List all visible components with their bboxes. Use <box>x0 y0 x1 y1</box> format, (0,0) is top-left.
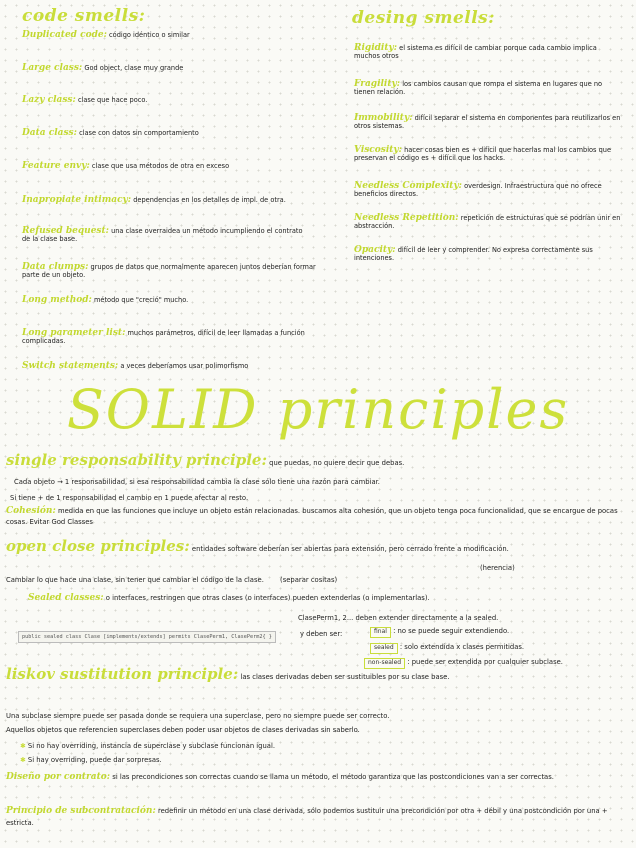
ocp-block <box>6 537 624 556</box>
srp-line3: Si tiene + de 1 responsabilidad el cambio en 1 puede afectar al resto. <box>10 494 249 502</box>
smell-term: Fragility: <box>354 79 401 89</box>
perm-line: ClasePerm1, 2... deben extender directamente a la sealed. <box>298 614 499 622</box>
ocp-line2-text: Cambiar lo que hace una clase, sin tener que cambiar el código de la clase. <box>6 576 264 584</box>
lsp-line2: Una subclase siempre puede ser pasada donde se requiera una superclase, pero no siempre puede ser correcto. <box>6 712 390 720</box>
smell-term: Needless Repetition: <box>354 213 459 223</box>
smell-term: Switch statements: <box>22 361 119 371</box>
smell-def: difícil separar el sistema en componentes para reutilizarlos en otros sistemas. <box>354 114 621 131</box>
ocp-heading: open close principles: <box>6 537 190 555</box>
list-item <box>22 31 322 39</box>
lsp-bullet1-text: Si no hay overriding, instancia de superclase y subclase funcionan igual. <box>27 742 276 750</box>
smell-term: Rigidity: <box>354 43 398 53</box>
dbc-block <box>6 771 626 783</box>
list-item <box>22 196 312 204</box>
sealed-block <box>28 594 626 603</box>
smell-term: Inapropiate intimacy: <box>22 195 132 205</box>
list-item <box>22 96 322 104</box>
cohesion-def: medida en que las funciones que incluye un objeto están relacionadas. buscamos alta cohesión, que un objeto tenga poca funcionalidad, que se encargue de pocas cosas. Evitar God Classes <box>6 507 618 526</box>
lsp-line3: Aquellos objetos que referencien superclases deben poder usar objetos de clases derivadas sin saberlo. <box>6 726 360 734</box>
lsp-bullet1 <box>20 742 620 751</box>
smell-term: Needless Complexity: <box>354 181 463 191</box>
nonsealed-keyword: non-sealed <box>364 658 405 669</box>
nonsealed-def: : puede ser extendida por cualquier subclase. <box>407 658 563 666</box>
smell-term: Long method: <box>22 295 92 305</box>
list-item <box>354 214 624 231</box>
smell-def: repetición de estructuras que se podrían unir en abstracción. <box>354 214 621 231</box>
sealed-kw-def: : solo extendida x clases permitidas. <box>399 643 525 651</box>
lsp-bullet2 <box>20 756 620 765</box>
list-item <box>22 227 312 244</box>
smell-term: Opacity: <box>354 245 396 255</box>
smell-def: muchos parámetros, difícil de leer llamadas a función complicadas. <box>22 329 305 346</box>
smell-def: overdesign. Infraestructura que no ofrece beneficios directos. <box>354 182 602 199</box>
smell-term: Data clumps: <box>22 262 89 272</box>
smell-def: método que "creció" mucho. <box>93 296 189 304</box>
srp-block <box>6 451 634 469</box>
smell-def: clase que usa métodos de otra en exceso <box>91 162 230 170</box>
smell-term: Lazy class: <box>22 95 76 105</box>
lsp-block <box>6 665 626 684</box>
list-item <box>354 114 624 131</box>
smell-def: difícil de leer y comprender. No expresa correctamente sus intenciones. <box>354 246 593 263</box>
ocp-line1: entidades software deberían ser abiertas para extensión, pero cerrado frente a modificación. <box>191 545 509 553</box>
smell-def: hacer cosas bien es + difícil que hacerlas mal los cambios que preservan el código es + difícil que los hacks. <box>354 146 612 163</box>
ocp-herencia: (herencia) <box>480 564 515 572</box>
smell-def: a veces deberíamos usar polimorfismo <box>120 362 249 370</box>
smell-def: clase que hace poco. <box>77 96 148 104</box>
smell-def: grupos de datos que normalmente aparecen juntos deberían formar parte de un objeto. <box>22 263 316 280</box>
smell-def: una clase overraidea un método incumpliendo el contrato de la clase base. <box>22 227 303 244</box>
smell-def: el sistema es difícil de cambiar porque cada cambio implica muchos otros <box>354 44 597 61</box>
subcontract-def: redefinir un método en una clase derivada, sólo podemos sustituir una precondición por otra + débil y una postcondición por una + estricta. <box>6 807 608 827</box>
lsp-heading: liskov sustitution principle: <box>6 665 239 683</box>
sealed-term: Sealed classes: <box>28 593 104 603</box>
smell-term: Refused bequest: <box>22 226 109 236</box>
star-icon: ✱ <box>20 756 26 764</box>
lsp-line1: las clases derivadas deben ser sustituibles por su clase base. <box>240 673 450 681</box>
sealed-keyword: sealed <box>370 643 398 654</box>
list-item <box>22 329 322 346</box>
final-row <box>370 627 630 638</box>
cohesion-term: Cohesión: <box>6 506 56 516</box>
smell-term: Immobility: <box>354 113 413 123</box>
list-item <box>22 263 322 280</box>
cohesion-block <box>6 506 624 528</box>
smell-def: los cambios causan que rompa el sistema en lugares que no tienen relación. <box>354 80 603 97</box>
smell-term: Large class: <box>22 63 83 73</box>
smell-def: God object, clase muy grande <box>84 64 184 72</box>
list-item <box>354 80 624 97</box>
design-smells-title: desing smells: <box>352 8 496 28</box>
smell-def: código idéntico o similar <box>109 31 190 39</box>
list-item <box>22 129 322 137</box>
dbc-term: Diseño por contrato: <box>6 772 111 782</box>
list-item <box>354 44 624 61</box>
list-item <box>22 296 322 304</box>
star-icon: ✱ <box>20 742 26 750</box>
smell-def: clase con datos sin comportamiento <box>79 129 199 137</box>
code-smells-title: code smells: <box>22 6 146 26</box>
lsp-bullet2-text: Si hay overriding, puede dar sorpresas. <box>27 756 162 764</box>
final-def: : no se puede seguir extendiendo. <box>393 627 510 635</box>
final-keyword: final <box>370 627 391 638</box>
subcontract-block <box>6 805 626 829</box>
list-item <box>354 182 624 199</box>
sealed-def: o interfaces, restringen que otras clases (o interfaces) pueden extenderlas (o implementarlas). <box>105 594 430 602</box>
ocp-separar: (separar cositas) <box>280 576 338 584</box>
smell-term: Long parameter list: <box>22 328 126 338</box>
sealed-code-snippet: public sealed class Clase [implements/extends] permits ClasePerm1, ClasePerm2{ } <box>18 631 276 643</box>
smell-term: Feature envy: <box>22 161 90 171</box>
smell-term: Duplicated code: <box>22 30 107 40</box>
deben-ser-label: y deben ser: <box>300 630 343 638</box>
smell-term: Data class: <box>22 128 77 138</box>
subcontract-term: Principio de subcontratación: <box>6 806 156 816</box>
srp-line2: Cada objeto → 1 responsabilidad, si esa responsabilidad cambia la clase sólo tiene una razón para cambiar. <box>14 478 380 486</box>
ocp-line2 <box>6 576 626 585</box>
list-item <box>22 162 322 170</box>
smell-def: dependencias en los detalles de impl. de otra. <box>133 196 286 204</box>
srp-line1: que puedas, no quiere decir que debas. <box>269 459 405 467</box>
solid-title: SOLID principles <box>66 378 570 441</box>
list-item <box>22 64 322 72</box>
sealed-row <box>370 643 630 654</box>
srp-heading: single responsability principle: <box>6 451 267 469</box>
dbc-def: si las precondiciones son correctas cuando se llama un método, el método garantiza que las postcondiciones van a ser correctas. <box>112 773 554 781</box>
smell-term: Viscosity: <box>354 145 402 155</box>
list-item <box>354 246 624 263</box>
list-item <box>22 362 332 370</box>
list-item <box>354 146 624 163</box>
